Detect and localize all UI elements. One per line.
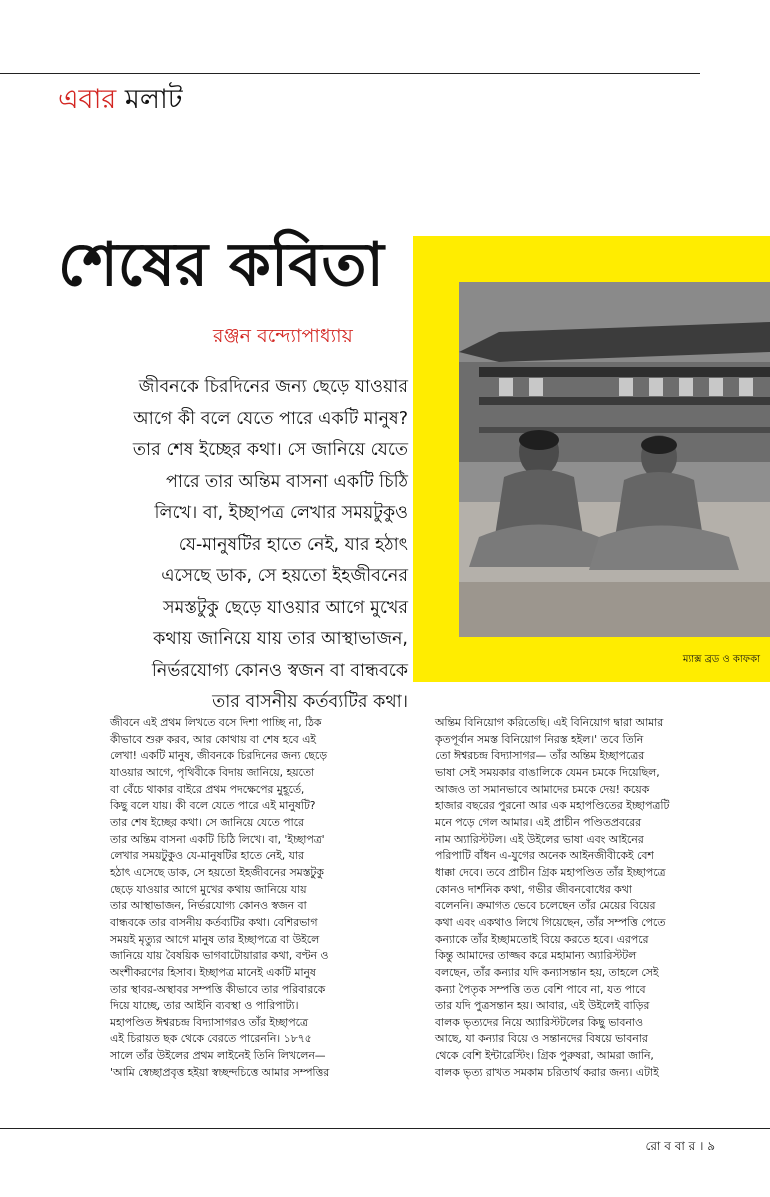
body-line: বলেননি। ক্রমাগত ভেবে চলেছেন তাঁর মেয়ের বিয়ের [435,899,656,913]
body-line: কীভাবে শুরু করব, আর কোথায় বা শেষ হবে এই [110,732,316,746]
body-line: বলছেন, তাঁর কন্যার যদি কন্যাসন্তান হয়, তাহলে সেই [435,965,659,979]
body-line: বালক ভৃত্য রাখত সমকাম চরিতার্থ করার জন্য। এটাই [435,1065,659,1079]
body-line: অন্তিম বিনিয়োগ করিতেছি। এই বিনিয়োগ দ্বারা আমার [435,716,664,729]
body-line: 'আমি স্বেচ্ছাপ্রবৃত্ত হইয়া স্বচ্ছন্দচিত্তে আমার সম্পত্তির [110,1065,330,1079]
body-line: তো ঈশ্বরচন্দ্র বিদ্যাসাগর— তাঁর অন্তিম ইচ্ছাপত্রের [435,749,645,763]
body-line: পরিপাটি বাঁধন এ-যুগের অনেক আইনজীবীকেই বেশ [435,849,654,863]
lead-line: তার শেষ ইচ্ছের কথা। সে জানিয়ে যেতে [132,440,408,460]
lead-line: লিখে। বা, ইচ্ছাপত্র লেখার সময়টুকুও [154,503,408,523]
body-line: এই চিরায়ত ছক থেকে বেরতে পারেননি। ১৮৭৫ [110,1032,312,1046]
body-line: সময়ই মৃত্যুর আগে মানুষ তার ইচ্ছাপত্রে বা উইলে [110,932,320,946]
photo-caption: ম্যাক্স ব্রড ও কাফকা [682,654,760,665]
lead-line: আগে কী বলে যেতে পারে একটি মানুষ? [133,408,408,429]
body-line: জীবনে এই প্রথম লিখতে বসে দিশা পাচ্ছি না, ঠিক [110,716,322,729]
page-footer: রো ব বা র । ৯ [645,1139,715,1153]
lead-line: পারে তার অন্তিম বাসনা একটি চিঠি [165,471,408,492]
body-line: জানিয়ে যায় বৈষয়িক ভাগবাটোয়ারার কথা, বণ্টন ও [110,949,329,963]
body-line: বালক ভৃত্যদের নিয়ে অ্যারিস্টটলের কিছু ভাবনাও [435,1015,643,1029]
lead-paragraph [58,372,408,719]
body-line: লেখা! একটি মানুষ, জীবনকে চিরদিনের জন্য ছেড়ে [110,749,327,763]
body-line: তার শেষ ইচ্ছের কথা। সে জানিয়ে যেতে পারে [110,815,304,829]
body-line: নাম অ্যারিস্টটল। এই উইলের ভাষা এবং আইনের [435,832,644,846]
photo [459,282,770,637]
body-line: হঠাৎ এসেছে ডাক, সে হয়তো ইহজীবনের সমস্তটুকু [110,865,324,879]
body-line: তার আস্থাভাজন, নির্ভরযোগ্য কোনও স্বজন বা [110,899,307,913]
lead-line: তার বাসনীয় কর্তব্যটির কথা। [212,692,408,712]
body-line: লেখার সময়টুকুও যে-মানুষটির হাতে নেই, যার [110,849,304,863]
body-column-right [435,715,725,1081]
article-title: শেষের কবিতা [58,230,384,300]
body-line: মহাপণ্ডিত ঈশ্বরচন্দ্র বিদ্যাসাগরও তাঁর ইচ্ছাপত্রে [110,1015,308,1029]
body-line: থেকে বেশি ইন্টারেস্টিং। গ্রিক পুরুষরা, আমরা জানি, [435,1049,654,1063]
article-author: রঞ্জন বন্দ্যোপাধ্যায় [213,325,353,347]
body-line: কৃতপূর্বান সমস্ত বিনিয়োগ নিরস্ত হইল।' তবে তিনি [435,732,644,746]
lead-line: যে-মানুষটির হাতে নেই, যার হঠাৎ [178,534,408,555]
body-line: দিয়ে যাচ্ছে, তার আইনি ব্যবস্থা ও পারিপাট্য। [110,999,299,1013]
lead-line: নির্ভরযোগ্য কোনও স্বজন বা বান্ধবকে [151,660,408,681]
section-label-black: মলাট [124,84,183,115]
body-line: হাজার বছরের পুরনো আর এক মহাপণ্ডিতের ইচ্ছাপত্রটি [435,799,670,813]
lead-line: জীবনকে চিরদিনের জন্য ছেড়ে যাওয়ার [138,377,408,397]
lead-line: কথায় জানিয়ে যায় তার আস্থাভাজন, [153,629,408,649]
body-line: ছেড়ে যাওয়ার আগে মুখের কথায় জানিয়ে যায় [110,882,307,896]
body-line: আছে, যা কন্যার বিয়ে ও সন্তানদের বিষয়ে ভাবনার [435,1032,648,1046]
body-column-left [110,715,395,1081]
body-line: সালে তাঁর উইলের প্রথম লাইনেই তিনি লিখলেন— [110,1049,326,1063]
body-line: মনে পড়ে গেল আমার। এই প্রাচীন পণ্ডিতপ্রবরের [435,815,642,829]
section-label-red: এবার [58,84,117,115]
section-label [58,80,183,120]
body-line: কন্যাকে তাঁর ইচ্ছামতোই বিয়ে করতে হবে। এরপরে [435,932,649,946]
lead-line: সমস্তটুকু ছেড়ে যাওয়ার আগে মুখের [163,597,408,618]
photo-illustration [459,282,770,637]
body-line: বা বেঁচে থাকার বাইরে প্রথম পদক্ষেপের মুহূর্তে, [110,782,305,796]
bottom-rule [0,1128,770,1129]
body-line: তার স্থাবর-অস্থাবর সম্পত্তি কীভাবে তার পরিবারকে [110,982,326,996]
body-line: কথা এবং একথাও লিখে গিয়েছেন, তাঁর সম্পত্তি পেতে [435,915,666,929]
body-line: কন্যা পৈতৃক সম্পত্তি তত বেশি পাবে না, যত পাবে [435,982,646,996]
body-line: কোনও দার্শনিক কথা, গভীর জীবনবোধের কথা [435,882,632,896]
body-line: বান্ধবকে তার বাসনীয় কর্তব্যটির কথা। বেশিরভাগ [110,915,318,929]
body-line: কিছু বলে যায়। কী বলে যেতে পারে এই মানুষটি? [110,799,316,813]
top-rule [0,73,700,74]
body-line: ভাষা সেই সময়কার বাঙালিকে যেমন চমকে দিয়েছিল, [435,765,660,779]
lead-line: এসেছে ডাক, সে হয়তো ইহজীবনের [161,566,408,586]
body-line: যাওয়ার আগে, পৃথিবীকে বিদায় জানিয়ে, হয়তো [110,765,315,779]
body-line: কিন্তু আমাদের তাজ্জব করে মহামান্য অ্যারিস্টটল [435,949,637,963]
body-line: তার অন্তিম বাসনা একটি চিঠি লিখে। বা, 'ইচ্ছাপত্র' [110,832,325,846]
body-line: অংশীকরণের হিসাব। ইচ্ছাপত্র মানেই একটি মানুষ [110,965,316,979]
body-line: তার যদি পুত্রসন্তান হয়। আবার, এই উইলেই বাড়ির [435,999,650,1013]
body-line: ধাক্কা দেবে। তবে প্রাচীন গ্রিক মহাপণ্ডিত তাঁর ইচ্ছাপত্রে [435,865,666,879]
body-line: আজও তা সমানভাবে আমাদের চমকে দেয়! কয়েক [435,782,650,796]
